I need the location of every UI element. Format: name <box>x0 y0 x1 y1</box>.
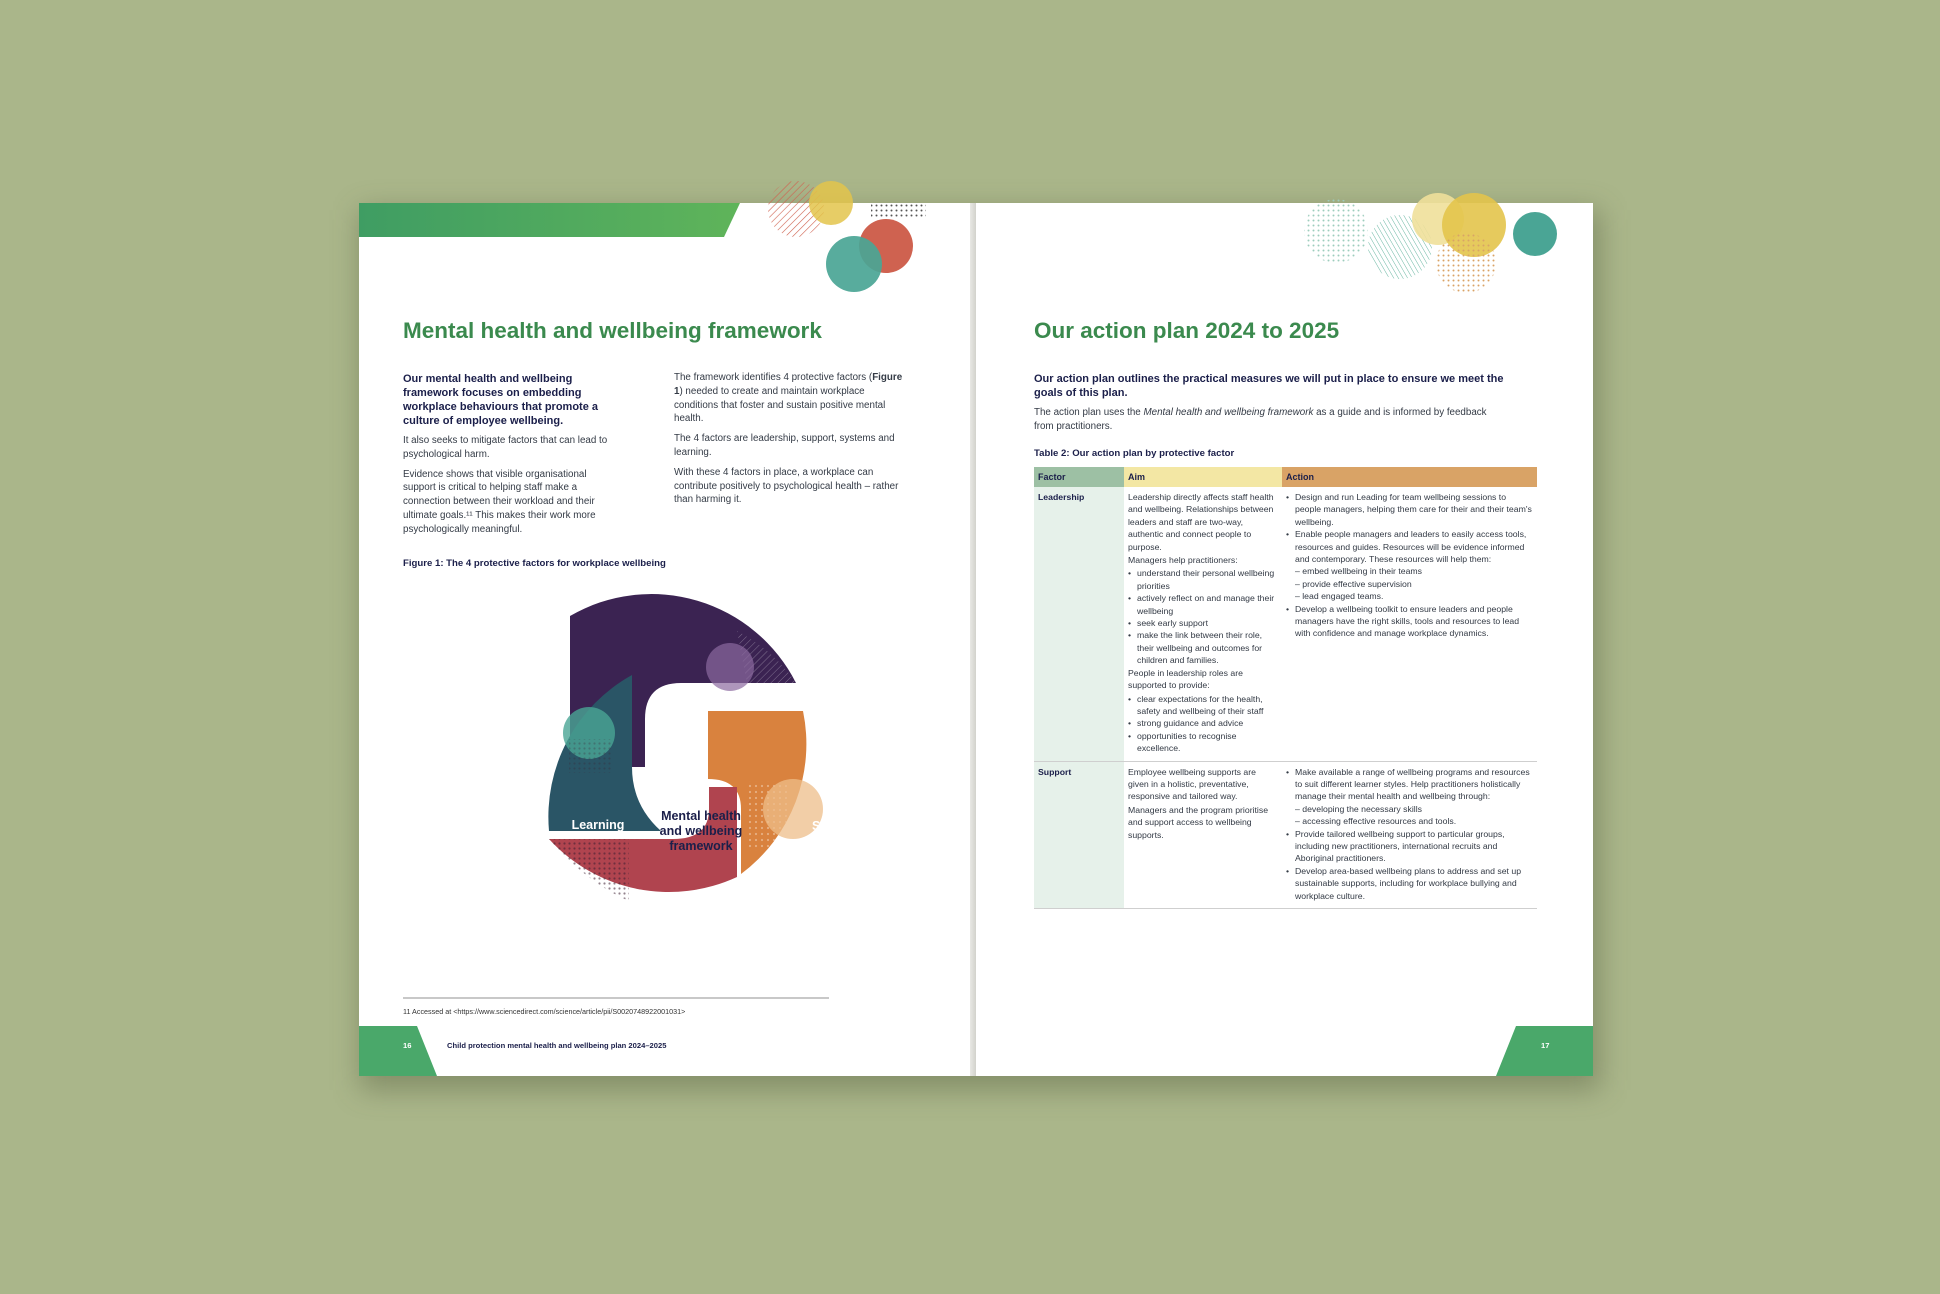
header-decoration <box>976 203 1593 313</box>
action-list: • Design and run Leading for team wellbeing sessions to people managers, helping them care for their and their team's wellbeing. • Enable people managers and leaders to easily access tools, resources and guides. Resources will be evidence informed and contemporary. These resources will help them: – embed wellbeing in their teams – provide effective supervision – lead engaged teams. • Develop a wellbeing toolkit to ensure leaders and people managers have the right skills, tools and resources to lead with confidence and manage workplace dynamics. <box>1286 491 1533 640</box>
dotted-decoration <box>871 203 926 217</box>
factor-cell: Support <box>1034 761 1124 908</box>
label-learning: Learning <box>571 818 625 832</box>
page-number: 17 <box>1541 1041 1550 1050</box>
yellow-circle-decoration <box>809 181 853 225</box>
header-action: Action <box>1282 467 1537 487</box>
page-title: Our action plan 2024 to 2025 <box>1034 318 1340 343</box>
pattern-overlay <box>569 739 611 773</box>
table-row <box>1034 761 1537 908</box>
page-title: Mental health and wellbeing framework <box>403 318 822 343</box>
action-cell <box>1282 487 1537 761</box>
intro-block <box>1034 372 1534 440</box>
action-plan-table <box>1034 467 1537 909</box>
header-decoration <box>359 203 976 323</box>
lead-paragraph: Our action plan outlines the practical measures we will put in place to ensure we meet the goals of this plan. <box>1034 373 1504 399</box>
lead-paragraph: Our mental health and wellbeing framework focuses on embedding workplace behaviours that promote a culture of employee wellbeing. <box>403 373 598 427</box>
label-support: Support <box>812 819 860 833</box>
aim-list: • clear expectations for the health, safety and wellbeing of their staff • strong guidance and advice • opportunities to recognise excellence. <box>1128 693 1278 755</box>
body-paragraph: Evidence shows that visible organisational support is critical to helping staff make a connection between their workload and their ultimate goals.¹¹ This makes their work more psychologically meaningful. <box>403 468 596 535</box>
action-cell <box>1282 761 1537 908</box>
right-page <box>976 203 1593 1076</box>
circle-overlay <box>706 643 754 691</box>
green-footer-band <box>1496 1026 1593 1076</box>
body-paragraph: The 4 factors are leadership, support, systems and learning. <box>674 433 895 458</box>
footer-title: Child protection mental health and wellbeing plan 2024–2025 <box>447 1041 667 1050</box>
table-row <box>1034 487 1537 761</box>
pattern-overlay <box>549 839 629 901</box>
framework-diagram <box>459 573 879 948</box>
header-aim: Aim <box>1124 467 1282 487</box>
page-number: 16 <box>403 1041 412 1050</box>
teal-circle-decoration <box>1513 212 1557 256</box>
teal-circle-decoration <box>826 236 882 292</box>
table-caption: Table 2: Our action plan by protective factor <box>1034 448 1235 459</box>
aim-cell: Employee wellbeing supports are given in a holistic, preventative, responsive and tailored way. Managers and the program prioritise and support access to wellbeing supports. <box>1124 761 1282 908</box>
footer-decoration <box>359 1026 976 1076</box>
green-header-band <box>359 203 740 237</box>
label-systems: Systems <box>675 934 727 948</box>
action-list: • Make available a range of wellbeing programs and resources to suit different learner styles. Help practitioners holistically manage their mental health and wellbeing through: – developing the necessary skills – accessing effective resources and tools. • Provide tailored wellbeing support to particular groups, including new practitioners, international recruits and Aboriginal practitioners. • Develop area-based wellbeing plans to address and set up sustainable supports, including for workplace bullying and workplace culture. <box>1286 766 1533 902</box>
header-factor: Factor <box>1034 467 1124 487</box>
body-paragraph: It also seeks to mitigate factors that can lead to psychological harm. <box>403 435 608 460</box>
footnote: 11 Accessed at <https://www.sciencedirect.com/science/article/pii/S0020748922001031> <box>403 1007 686 1016</box>
left-column <box>403 372 615 543</box>
footnote-divider <box>403 997 829 999</box>
center-label-line1: Mental health <box>661 809 741 823</box>
body-paragraph: The framework identifies 4 protective factors (Figure 1) needed to create and maintain workplace conditions that foster and sustain positive mental health. <box>674 372 903 425</box>
body-paragraph: With these 4 factors in place, a workplace can contribute positively to psychological health – rather than harming it. <box>674 466 899 506</box>
figure-caption: Figure 1: The 4 protective factors for workplace wellbeing <box>403 558 666 569</box>
left-page <box>359 203 976 1076</box>
intro-paragraph: The action plan uses the Mental health and wellbeing framework as a guide and is informed by feedback from practitioners. <box>1034 407 1487 432</box>
label-leadership: Leadership <box>679 696 747 710</box>
center-label-line3: framework <box>669 839 733 853</box>
aim-list: • understand their personal wellbeing priorities • actively reflect on and manage their wellbeing • seek early support • make the link between their role, their wellbeing and outcomes for children and families. <box>1128 567 1278 666</box>
center-label-line2: and wellbeing <box>659 824 743 838</box>
dotted-circle-decoration <box>1304 199 1368 263</box>
right-column <box>674 371 904 513</box>
footer-decoration <box>976 1026 1593 1076</box>
green-footer-band <box>359 1026 437 1076</box>
dotted-circle-decoration <box>1436 233 1496 293</box>
factor-cell: Leadership <box>1034 487 1124 761</box>
aim-cell: Leadership directly affects staff health and wellbeing. Relationships between leaders and staff are two-way, authentic and connect people to purpose. Managers help practitioners: • understand their personal wellbeing priorities • actively reflect on and manage their wellbeing • seek early support • make the link between their role, their wellbeing and outcomes for children and families. People in leadership roles are supported to provide: • clear expectations for the health, safety and wellbeing of their staff • strong guidance and advice • opportunities to recognise excellence. <box>1124 487 1282 761</box>
